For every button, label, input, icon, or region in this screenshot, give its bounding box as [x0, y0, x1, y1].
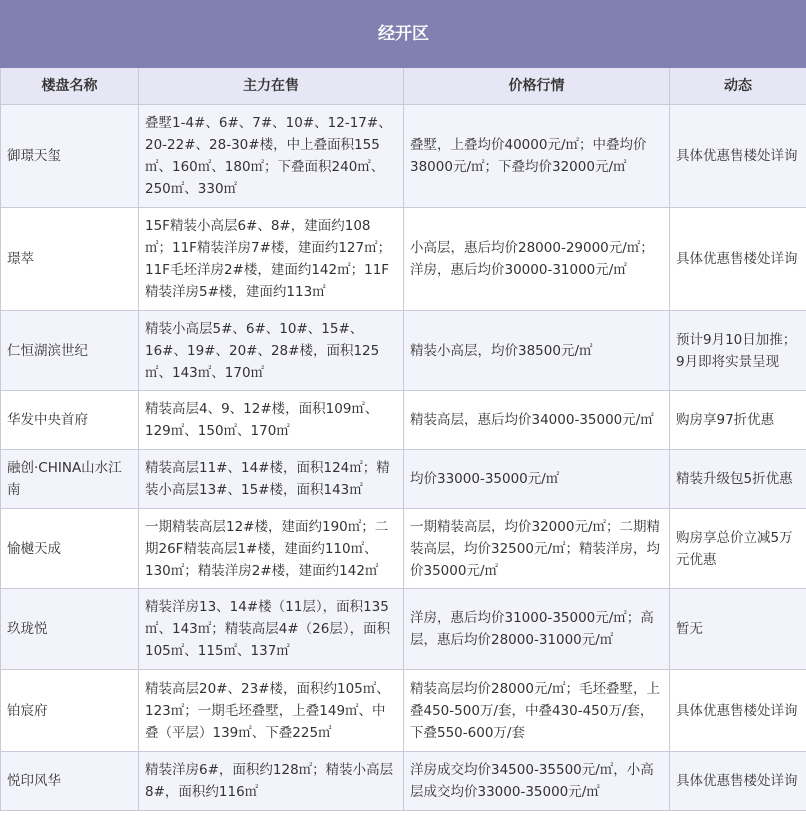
- table-row: [1, 450, 806, 509]
- table-row: [1, 208, 806, 311]
- cell-price: 精装高层，惠后均价34000-35000元/㎡: [404, 391, 670, 450]
- table-title: 经开区: [1, 1, 806, 68]
- column-header-supply: 主力在售: [139, 68, 404, 105]
- table-row: [1, 509, 806, 589]
- cell-name: 铂宸府: [1, 670, 139, 752]
- cell-price: 均价33000-35000元/㎡: [404, 450, 670, 509]
- cell-price: 洋房，惠后均价31000-35000元/㎡；高层，惠后均价28000-31000元/㎡: [404, 589, 670, 670]
- cell-price: 精装小高层，均价38500元/㎡: [404, 311, 670, 391]
- cell-name: 悦印风华: [1, 752, 139, 811]
- cell-name: 融创·CHINA山水江南: [1, 450, 139, 509]
- cell-supply: 叠墅1-4#、6#、7#、10#、12-17#、20-22#、28-30#楼，中上叠面积155㎡、160㎡、180㎡；下叠面积240㎡、250㎡、330㎡: [139, 105, 404, 208]
- cell-name: 玖珑悦: [1, 589, 139, 670]
- cell-news: 具体优惠售楼处详询: [670, 105, 806, 208]
- cell-news: 精装升级包5折优惠: [670, 450, 806, 509]
- cell-name: 御璟天玺: [1, 105, 139, 208]
- column-header-price: 价格行情: [404, 68, 670, 105]
- header-row: [1, 68, 806, 105]
- cell-name: 璟萃: [1, 208, 139, 311]
- cell-news: 具体优惠售楼处详询: [670, 670, 806, 752]
- table-row: [1, 391, 806, 450]
- cell-news: 购房享97折优惠: [670, 391, 806, 450]
- cell-supply: 精装小高层5#、6#、10#、15#、16#、19#、20#、28#楼，面积125㎡、143㎡、170㎡: [139, 311, 404, 391]
- cell-name: 华发中央首府: [1, 391, 139, 450]
- cell-price: 小高层，惠后均价28000-29000元/㎡；洋房，惠后均价30000-31000元/㎡: [404, 208, 670, 311]
- cell-name: 愉樾天成: [1, 509, 139, 589]
- table-row: [1, 752, 806, 811]
- cell-supply: 精装高层20#、23#楼，面积约105㎡、123㎡；一期毛坯叠墅，上叠149㎡、中叠（平层）139㎡、下叠225㎡: [139, 670, 404, 752]
- table-row: [1, 670, 806, 752]
- cell-name: 仁恒湖滨世纪: [1, 311, 139, 391]
- column-header-news: 动态: [670, 68, 806, 105]
- cell-price: 一期精装高层，均价32000元/㎡；二期精装高层，均价32500元/㎡；精装洋房，均价35000元/㎡: [404, 509, 670, 589]
- table-row: [1, 311, 806, 391]
- cell-news: 暂无: [670, 589, 806, 670]
- cell-supply: 一期精装高层12#楼，建面约190㎡；二期26F精装高层1#楼，建面约110㎡、130㎡；精装洋房2#楼，建面约142㎡: [139, 509, 404, 589]
- cell-supply: 精装洋房13、14#楼（11层），面积135㎡、143㎡；精装高层4#（26层），面积105㎡、115㎡、137㎡: [139, 589, 404, 670]
- cell-supply: 精装高层11#、14#楼，面积124㎡；精装小高层13#、15#楼，面积143㎡: [139, 450, 404, 509]
- cell-supply: 15F精装小高层6#、8#，建面约108㎡；11F精装洋房7#楼，建面约127㎡；11F毛坯洋房2#楼，建面约142㎡；11F精装洋房5#楼，建面约113㎡: [139, 208, 404, 311]
- table-row: [1, 589, 806, 670]
- cell-supply: 精装洋房6#，面积约128㎡；精装小高层8#，面积约116㎡: [139, 752, 404, 811]
- cell-news: 预计9月10日加推；9月即将实景呈现: [670, 311, 806, 391]
- cell-news: 具体优惠售楼处详询: [670, 752, 806, 811]
- table-row: [1, 105, 806, 208]
- cell-news: 具体优惠售楼处详询: [670, 208, 806, 311]
- cell-news: 购房享总价立减5万元优惠: [670, 509, 806, 589]
- cell-supply: 精装高层4、9、12#楼，面积109㎡、129㎡、150㎡、170㎡: [139, 391, 404, 450]
- cell-price: 叠墅，上叠均价40000元/㎡；中叠均价38000元/㎡；下叠均价32000元/㎡: [404, 105, 670, 208]
- cell-price: 洋房成交均价34500-35500元/㎡，小高层成交均价33000-35000元/㎡: [404, 752, 670, 811]
- cell-price: 精装高层均价28000元/㎡；毛坯叠墅，上叠450-500万/套，中叠430-450万/套，下叠550-600万/套: [404, 670, 670, 752]
- title-row: [1, 1, 806, 68]
- column-header-name: 楼盘名称: [1, 68, 139, 105]
